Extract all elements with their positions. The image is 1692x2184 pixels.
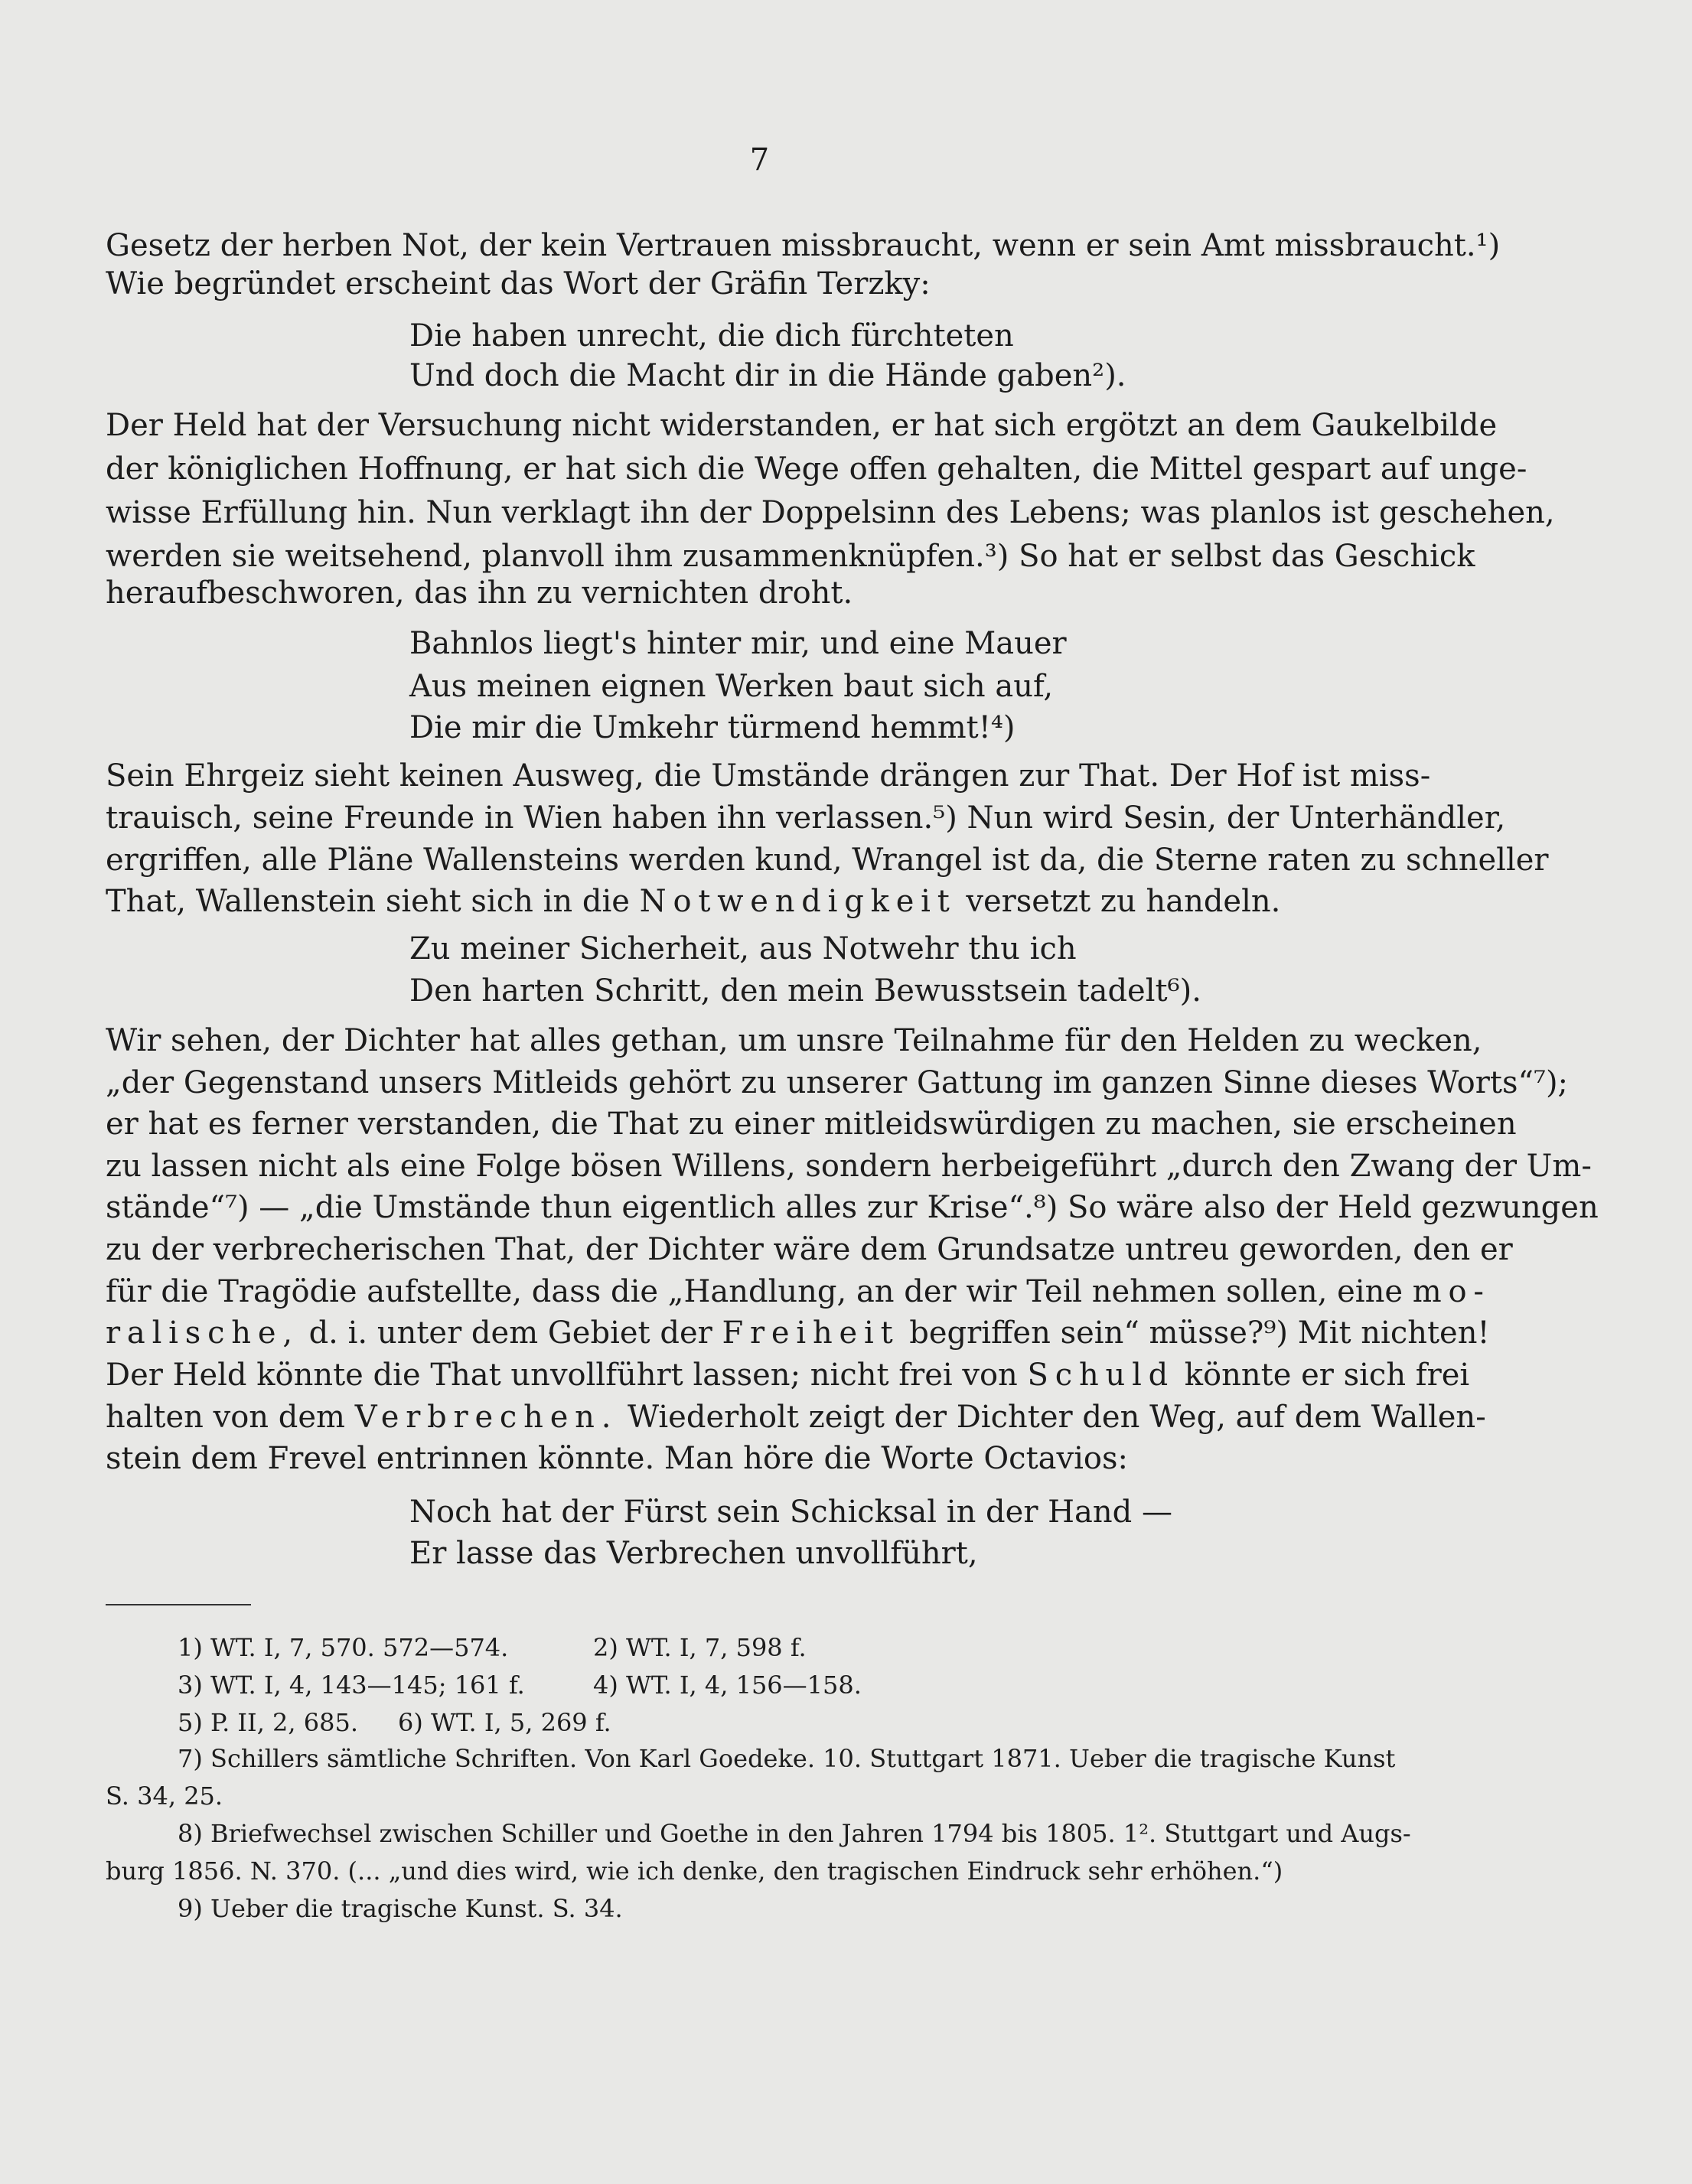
footnote-divider	[106, 1604, 251, 1605]
page-number: 7	[749, 142, 770, 178]
footnote: S. 34, 25.	[106, 1781, 223, 1811]
verse-line: Aus meinen eignen Werken baut sich auf,	[409, 669, 1054, 704]
text-line: Gesetz der herben Not, der kein Vertrauen missbraucht, wenn er sein Amt missbraucht.¹)	[106, 228, 1501, 263]
text-line: für die Tragödie aufstellte, dass die „Handlung, an der wir Teil nehmen sollen, eine mo-	[106, 1274, 1491, 1309]
footnote: 1) WT. I, 7, 570. 572—574.	[178, 1633, 509, 1662]
footnote: 5) P. II, 2, 685.	[178, 1708, 358, 1737]
spaced-emphasis: Schuld	[1027, 1358, 1175, 1393]
verse-line: Noch hat der Fürst sein Schicksal in der Hand —	[409, 1495, 1172, 1530]
footnote: 4) WT. I, 4, 156—158.	[593, 1671, 862, 1700]
footnote: 6) WT. I, 5, 269 f.	[398, 1708, 611, 1737]
text-line: zu der verbrecherischen That, der Dichter wäre dem Grundsatze untreu geworden, den er	[106, 1232, 1513, 1267]
text-line: stände“⁷) — „die Umstände thun eigentlich alles zur Krise“.⁸) So wäre also der Held gezwungen	[106, 1190, 1599, 1225]
spaced-emphasis: Freiheit	[722, 1315, 900, 1351]
text-line: Der Held hat der Versuchung nicht widerstanden, er hat sich ergötzt an dem Gaukelbilde	[106, 408, 1498, 443]
footnote: burg 1856. N. 370. (... „und dies wird, wie ich denke, den tragischen Eindruck sehr erhöhen.“)	[106, 1856, 1283, 1886]
footnote: 8) Briefwechsel zwischen Schiller und Goethe in den Jahren 1794 bis 1805. 1². Stuttgart und Augs-	[178, 1819, 1411, 1848]
text-line: Wir sehen, der Dichter hat alles gethan, um unsre Teilnahme für den Helden zu wecken,	[106, 1023, 1482, 1058]
text-line: wisse Erfüllung hin. Nun verklagt ihn der Doppelsinn des Lebens; was planlos ist geschehen,	[106, 495, 1555, 530]
text-line: ergriffen, alle Pläne Wallensteins werden kund, Wrangel ist da, die Sterne raten zu schneller	[106, 843, 1549, 878]
text-line: Sein Ehrgeiz sieht keinen Ausweg, die Umstände drängen zur That. Der Hof ist miss-	[106, 758, 1431, 794]
verse-line: Er lasse das Verbrechen unvollführt,	[409, 1536, 978, 1571]
text-line: „der Gegenstand unsers Mitleids gehört zu unserer Gattung im ganzen Sinne dieses Worts“⁷);	[106, 1065, 1569, 1100]
footnote: 3) WT. I, 4, 143—145; 161 f.	[178, 1671, 525, 1700]
text-line: trauisch, seine Freunde in Wien haben ihn verlassen.⁵) Nun wird Sesin, der Unterhändler,	[106, 800, 1506, 836]
verse-line: Zu meiner Sicherheit, aus Notwehr thu ich	[409, 931, 1077, 967]
text-line: ralische, d. i. unter dem Gebiet der Freiheit begriffen sein“ müsse?⁹) Mit nichten!	[106, 1315, 1490, 1351]
spaced-emphasis: mo-	[1412, 1274, 1491, 1309]
verse-line: Den harten Schritt, den mein Bewusstsein tadelt⁶).	[409, 973, 1201, 1009]
text-line: Wie begründet erscheint das Wort der Gräfin Terzky:	[106, 266, 931, 302]
spaced-emphasis: ralische,	[106, 1315, 299, 1351]
text-line: heraufbeschworen, das ihn zu vernichten droht.	[106, 575, 853, 611]
text-line: zu lassen nicht als eine Folge bösen Willens, sondern herbeigeführt „durch den Zwang der Um-	[106, 1149, 1592, 1184]
text-line: er hat es ferner verstanden, die That zu einer mitleidswürdigen zu machen, sie erscheinen	[106, 1107, 1517, 1142]
verse-line: Die mir die Umkehr türmend hemmt!⁴)	[409, 710, 1016, 745]
text-line: stein dem Frevel entrinnen könnte. Man höre die Worte Octavios:	[106, 1441, 1128, 1476]
verse-line: Bahnlos liegt's hinter mir, und eine Mauer	[409, 626, 1067, 661]
footnote: 7) Schillers sämtliche Schriften. Von Karl Goedeke. 10. Stuttgart 1871. Ueber die tragische Kunst	[178, 1744, 1396, 1773]
spaced-emphasis: Notwendigkeit	[639, 884, 957, 919]
text-line: That, Wallenstein sieht sich in die Notwendigkeit versetzt zu handeln.	[106, 884, 1281, 919]
footnote: 2) WT. I, 7, 598 f.	[593, 1633, 807, 1662]
text-line: werden sie weitsehend, planvoll ihm zusammenknüpfen.³) So hat er selbst das Geschick	[106, 539, 1475, 574]
verse-line: Und doch die Macht dir in die Hände gaben²).	[409, 358, 1126, 393]
footnote: 9) Ueber die tragische Kunst. S. 34.	[178, 1894, 623, 1923]
text-line: Der Held könnte die That unvollführt lassen; nicht frei von Schuld könnte er sich frei	[106, 1358, 1470, 1393]
spaced-emphasis: Verbrechen.	[354, 1400, 618, 1435]
verse-line: Die haben unrecht, die dich fürchteten	[409, 318, 1014, 354]
text-line: der königlichen Hoffnung, er hat sich die Wege offen gehalten, die Mittel gespart auf unge-	[106, 451, 1527, 487]
text-line: halten von dem Verbrechen. Wiederholt zeigt der Dichter den Weg, auf dem Wallen-	[106, 1400, 1486, 1435]
